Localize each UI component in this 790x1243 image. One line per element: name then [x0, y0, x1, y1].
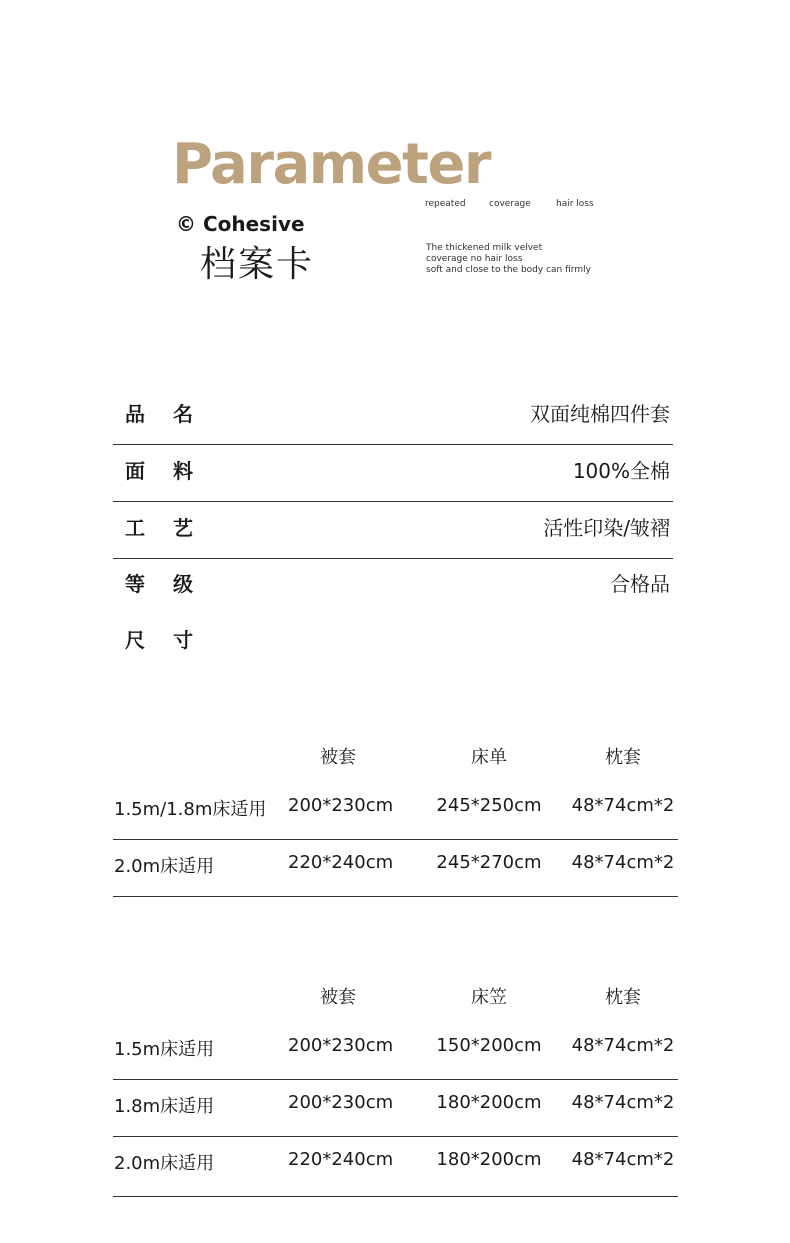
- column-header: 枕套: [605, 987, 641, 1008]
- table-cell: 48*74cm*2: [571, 1035, 675, 1056]
- table-cell: 48*74cm*2: [571, 795, 675, 816]
- column-header: 床笠: [471, 987, 507, 1008]
- tag-hair-loss: hair loss: [556, 199, 594, 209]
- table-row: [113, 1137, 678, 1197]
- table-cell: 220*240cm: [288, 1149, 394, 1170]
- table-cell: 220*240cm: [288, 852, 394, 873]
- description-line: coverage no hair loss: [426, 254, 523, 264]
- table-cell: 48*74cm*2: [571, 1092, 675, 1113]
- description-line: The thickened milk velvet: [426, 243, 543, 253]
- param-label: 品名: [125, 402, 221, 426]
- table-row: [113, 783, 678, 840]
- param-label: 面料: [125, 459, 221, 483]
- param-label: 工艺: [125, 516, 221, 540]
- description-line: soft and close to the body can firmly: [426, 265, 591, 275]
- param-value: 双面纯棉四件套: [530, 402, 670, 426]
- column-header: 枕套: [605, 747, 641, 768]
- table-cell: 1.5m床适用: [114, 1039, 215, 1060]
- table-cell: 200*230cm: [288, 795, 394, 816]
- brand-name: © Cohesive: [176, 212, 305, 236]
- table-cell: 1.5m/1.8m床适用: [114, 799, 267, 820]
- table-cell: 245*270cm: [436, 852, 542, 873]
- table-cell: 200*230cm: [288, 1092, 394, 1113]
- table-row: [113, 1080, 678, 1137]
- column-header: 被套: [320, 747, 356, 768]
- param-value: 活性印染/皱褶: [543, 516, 670, 540]
- param-row-craft: [113, 502, 673, 559]
- table-cell: 200*230cm: [288, 1035, 394, 1056]
- param-value: 合格品: [610, 572, 670, 596]
- table-header: [113, 973, 678, 1023]
- chinese-title: 档案卡: [200, 244, 315, 285]
- param-row-fabric: [113, 445, 673, 502]
- table-cell: 245*250cm: [436, 795, 542, 816]
- column-header: 被套: [320, 987, 356, 1008]
- table-cell: 2.0m床适用: [114, 856, 215, 877]
- table-row: [113, 840, 678, 897]
- param-value: 100%全棉: [572, 459, 670, 483]
- table-row: [113, 1023, 678, 1080]
- size-table-fitted: [113, 973, 678, 1197]
- param-row-size: [113, 614, 673, 670]
- table-cell: 48*74cm*2: [571, 852, 675, 873]
- table-cell: 180*200cm: [436, 1092, 542, 1113]
- size-table-sheet: [113, 733, 678, 897]
- column-header: 床单: [471, 747, 507, 768]
- tag-coverage: coverage: [489, 199, 531, 209]
- table-cell: 48*74cm*2: [571, 1149, 675, 1170]
- table-header: [113, 733, 678, 783]
- param-label: 等级: [125, 572, 221, 596]
- table-cell: 150*200cm: [436, 1035, 542, 1056]
- description: [426, 243, 591, 276]
- table-cell: 2.0m床适用: [114, 1153, 215, 1174]
- tag-repeated: repeated: [425, 199, 466, 209]
- param-row-grade: [113, 558, 673, 614]
- param-row-name: [113, 388, 673, 445]
- page-title: Parameter: [172, 132, 490, 197]
- param-label: 尺寸: [125, 628, 221, 652]
- table-cell: 1.8m床适用: [114, 1096, 215, 1117]
- table-cell: 180*200cm: [436, 1149, 542, 1170]
